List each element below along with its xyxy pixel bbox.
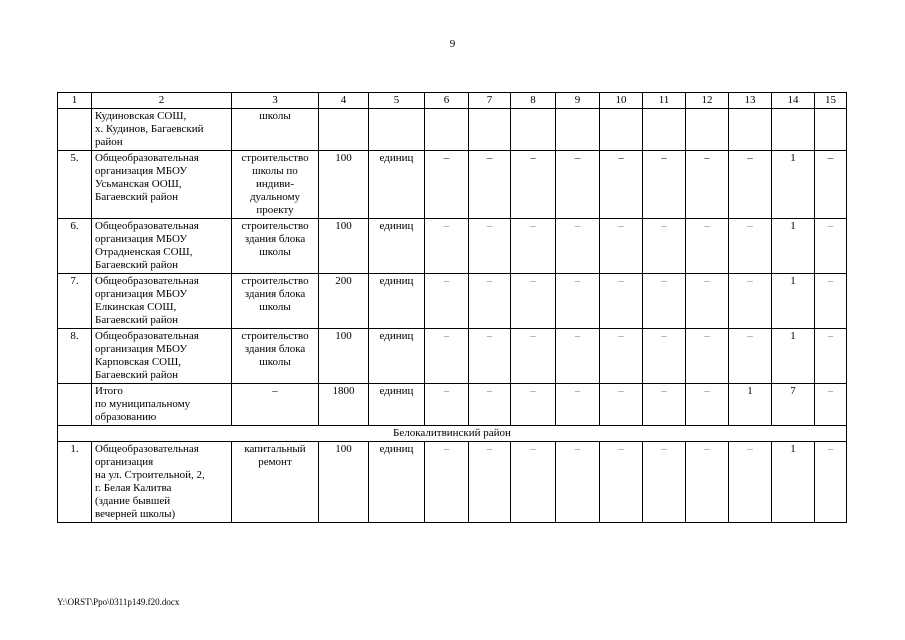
- capacity: 100: [319, 442, 369, 523]
- value-cell: –: [469, 274, 511, 329]
- value-cell: –: [729, 274, 772, 329]
- capacity: 200: [319, 274, 369, 329]
- header-cell: 7: [469, 93, 511, 109]
- value-cell: 1: [729, 384, 772, 426]
- value-cell: –: [686, 274, 729, 329]
- value-cell: –: [469, 442, 511, 523]
- cell-line: школы: [259, 356, 291, 368]
- unit: единиц: [369, 274, 425, 329]
- value-cell: –: [686, 384, 729, 426]
- value-cell: –: [425, 274, 469, 329]
- cell-line: здания блока: [244, 343, 306, 355]
- value-cell: –: [511, 219, 556, 274]
- cell-line: г. Белая Калитва: [95, 482, 172, 494]
- value-cell: –: [511, 384, 556, 426]
- value-cell: –: [425, 384, 469, 426]
- cell-line: Карповская СОШ,: [95, 356, 181, 368]
- cell-line: –: [272, 385, 278, 397]
- cell-line: Отрадненская СОШ,: [95, 246, 193, 258]
- value-cell: –: [600, 274, 643, 329]
- header-cell: 6: [425, 93, 469, 109]
- organization-name: [92, 442, 232, 523]
- value-cell: –: [600, 442, 643, 523]
- value-cell: 1: [772, 219, 815, 274]
- value-cell: –: [469, 329, 511, 384]
- value-cell: –: [643, 329, 686, 384]
- header-cell: 14: [772, 93, 815, 109]
- cell-line: х. Кудинов, Багаевский: [95, 123, 204, 135]
- value-cell: –: [511, 151, 556, 219]
- table-row: [58, 329, 847, 384]
- value-cell: –: [511, 442, 556, 523]
- cell-line: Багаевский район: [95, 191, 179, 203]
- work-type: [232, 442, 319, 523]
- header-row: [58, 93, 847, 109]
- cell-line: Общеобразовательная: [95, 443, 199, 455]
- cell-line: здания блока: [244, 288, 306, 300]
- value-cell: 1: [772, 329, 815, 384]
- unit: единиц: [369, 151, 425, 219]
- capacity: 100: [319, 219, 369, 274]
- row-number: [58, 384, 92, 426]
- value-cell: –: [469, 151, 511, 219]
- cell-line: Елкинская СОШ,: [95, 301, 177, 313]
- capacity: 100: [319, 329, 369, 384]
- value-cell: –: [425, 329, 469, 384]
- unit: единиц: [369, 384, 425, 426]
- value-cell: –: [469, 219, 511, 274]
- row-number: 6.: [58, 219, 92, 274]
- organization-name: [92, 219, 232, 274]
- row-number: 7.: [58, 274, 92, 329]
- cell-line: Итого: [95, 385, 123, 397]
- cell-line: Багаевский район: [95, 259, 179, 271]
- table-row: [58, 442, 847, 523]
- work-type: [232, 329, 319, 384]
- cell-line: школы: [259, 110, 291, 122]
- value-cell: –: [686, 442, 729, 523]
- section-row: [58, 426, 847, 442]
- work-type: [232, 151, 319, 219]
- cell-line: строительство: [241, 220, 309, 232]
- header-cell: 15: [815, 93, 847, 109]
- work-type: [232, 219, 319, 274]
- header-cell: 10: [600, 93, 643, 109]
- cell-line: ремонт: [258, 456, 292, 468]
- value-cell: 1: [772, 274, 815, 329]
- value-cell: [425, 109, 469, 151]
- value-cell: –: [643, 219, 686, 274]
- value-cell: –: [643, 442, 686, 523]
- cell-line: школы: [259, 246, 291, 258]
- value-cell: [815, 109, 847, 151]
- table-row: [58, 109, 847, 151]
- organization-name: [92, 384, 232, 426]
- organization-name: [92, 274, 232, 329]
- value-cell: [556, 109, 600, 151]
- cell-line: организация МБОУ: [95, 343, 188, 355]
- value-cell: [511, 109, 556, 151]
- cell-line: Общеобразовательная: [95, 330, 199, 342]
- table-row: [58, 274, 847, 329]
- row-number: 5.: [58, 151, 92, 219]
- value-cell: –: [425, 442, 469, 523]
- value-cell: –: [556, 219, 600, 274]
- value-cell: –: [600, 384, 643, 426]
- table-row: [58, 151, 847, 219]
- table-row: [58, 384, 847, 426]
- value-cell: –: [556, 442, 600, 523]
- value-cell: [600, 109, 643, 151]
- cell-line: капитальный: [244, 443, 306, 455]
- cell-line: школы: [259, 301, 291, 313]
- value-cell: 1: [772, 151, 815, 219]
- value-cell: –: [686, 151, 729, 219]
- value-cell: –: [815, 329, 847, 384]
- value-cell: –: [469, 384, 511, 426]
- cell-line: Багаевский район: [95, 314, 179, 326]
- value-cell: –: [729, 329, 772, 384]
- value-cell: –: [556, 151, 600, 219]
- cell-line: образованию: [95, 411, 157, 423]
- value-cell: –: [729, 151, 772, 219]
- value-cell: –: [643, 151, 686, 219]
- value-cell: –: [815, 442, 847, 523]
- cell-line: строительство: [241, 275, 309, 287]
- value-cell: [729, 109, 772, 151]
- cell-line: строительство: [241, 330, 309, 342]
- table-row: [58, 219, 847, 274]
- cell-line: Кудиновская СОШ,: [95, 110, 187, 122]
- row-number: [58, 109, 92, 151]
- cell-line: (здание бывшей: [95, 495, 171, 507]
- value-cell: –: [511, 274, 556, 329]
- header-cell: 1: [58, 93, 92, 109]
- cell-line: дуальному: [249, 191, 301, 203]
- value-cell: –: [815, 274, 847, 329]
- header-cell: 12: [686, 93, 729, 109]
- value-cell: –: [686, 329, 729, 384]
- cell-line: район: [95, 136, 123, 148]
- unit: единиц: [369, 329, 425, 384]
- work-type: [232, 109, 319, 151]
- cell-line: организация МБОУ: [95, 288, 188, 300]
- value-cell: –: [425, 219, 469, 274]
- value-cell: [469, 109, 511, 151]
- cell-line: Багаевский район: [95, 369, 179, 381]
- capacity: 1800: [319, 384, 369, 426]
- cell-line: строительство: [241, 152, 309, 164]
- cell-line: вечерней школы): [95, 508, 176, 520]
- header-cell: 8: [511, 93, 556, 109]
- cell-line: Общеобразовательная: [95, 275, 199, 287]
- page-number: 9: [449, 38, 456, 50]
- value-cell: [643, 109, 686, 151]
- row-number: 8.: [58, 329, 92, 384]
- header-cell: 2: [92, 93, 232, 109]
- cell-line: Общеобразовательная: [95, 152, 199, 164]
- header-cell: 3: [232, 93, 319, 109]
- value-cell: [772, 109, 815, 151]
- unit: единиц: [369, 219, 425, 274]
- organization-name: [92, 109, 232, 151]
- value-cell: –: [643, 384, 686, 426]
- capacity: 100: [319, 151, 369, 219]
- value-cell: –: [556, 329, 600, 384]
- value-cell: 7: [772, 384, 815, 426]
- value-cell: –: [686, 219, 729, 274]
- value-cell: 1: [772, 442, 815, 523]
- data-table: [57, 92, 847, 523]
- value-cell: –: [600, 151, 643, 219]
- cell-line: индиви-: [255, 178, 294, 190]
- row-number: 1.: [58, 442, 92, 523]
- cell-line: здания блока: [244, 233, 306, 245]
- value-cell: –: [815, 219, 847, 274]
- value-cell: –: [815, 151, 847, 219]
- value-cell: –: [600, 219, 643, 274]
- cell-line: Усьманская ООШ,: [95, 178, 182, 190]
- cell-line: школы по: [252, 165, 298, 177]
- value-cell: –: [729, 219, 772, 274]
- section-title: Белокалитвинский район: [58, 426, 847, 442]
- work-type: [232, 274, 319, 329]
- unit: единиц: [369, 442, 425, 523]
- header-cell: 11: [643, 93, 686, 109]
- work-type: [232, 384, 319, 426]
- value-cell: [686, 109, 729, 151]
- value-cell: –: [815, 384, 847, 426]
- cell-line: организация: [95, 456, 154, 468]
- unit: [369, 109, 425, 151]
- cell-line: на ул. Строительной, 2,: [95, 469, 205, 481]
- organization-name: [92, 329, 232, 384]
- value-cell: –: [729, 442, 772, 523]
- header-cell: 13: [729, 93, 772, 109]
- file-path-footer: Y:\ORST\Ppo\0311p149.f20.docx: [57, 597, 180, 607]
- value-cell: –: [556, 384, 600, 426]
- cell-line: проекту: [256, 204, 294, 216]
- header-cell: 4: [319, 93, 369, 109]
- header-cell: 5: [369, 93, 425, 109]
- cell-line: по муниципальному: [95, 398, 191, 410]
- cell-line: организация МБОУ: [95, 233, 188, 245]
- capacity: [319, 109, 369, 151]
- header-cell: 9: [556, 93, 600, 109]
- value-cell: –: [425, 151, 469, 219]
- value-cell: –: [600, 329, 643, 384]
- value-cell: –: [643, 274, 686, 329]
- cell-line: организация МБОУ: [95, 165, 188, 177]
- cell-line: Общеобразовательная: [95, 220, 199, 232]
- value-cell: –: [556, 274, 600, 329]
- organization-name: [92, 151, 232, 219]
- value-cell: –: [511, 329, 556, 384]
